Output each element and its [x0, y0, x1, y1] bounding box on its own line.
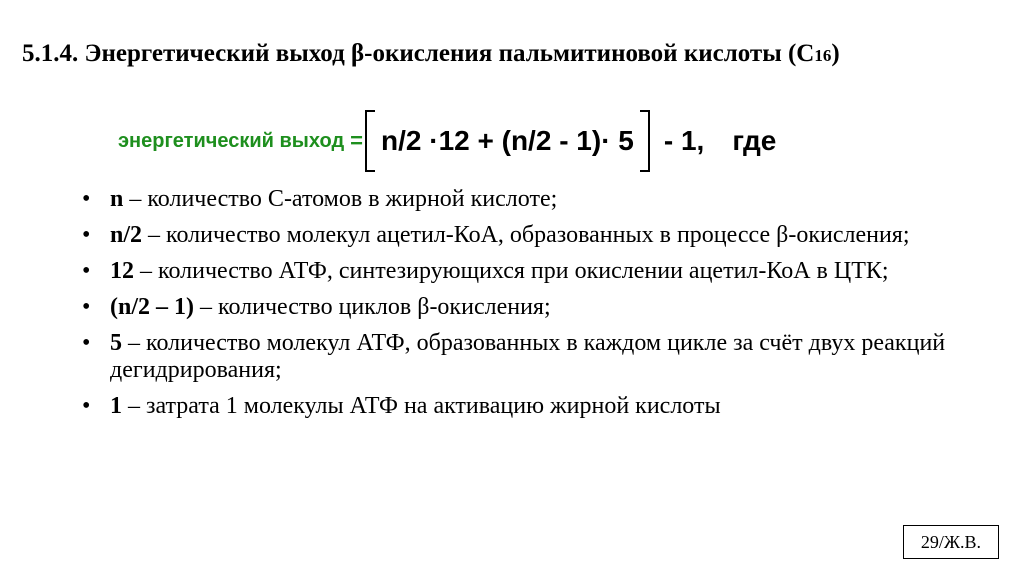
definitions-list — [82, 186, 982, 429]
definition: – количество АТФ, синтезирующихся при окислении ацетил-КоА в ЦТК; — [134, 258, 889, 284]
bullet-icon: • — [82, 258, 91, 284]
left-bracket — [365, 110, 375, 172]
bullet-icon: • — [82, 330, 91, 356]
list-item — [82, 258, 982, 285]
page-number: 29/Ж.В. — [903, 525, 999, 559]
bullet-icon: • — [82, 294, 91, 320]
bullet-icon: • — [82, 393, 91, 419]
slide-title — [22, 40, 840, 68]
definition: – количество молекул ацетил-КоА, образованных в процессе β-окисления; — [142, 222, 910, 248]
term: n/2 — [110, 222, 143, 248]
definition: – количество молекул АТФ, образованных в каждом цикле за счёт двух реакций дегидрирования; — [110, 330, 946, 383]
list-item — [82, 294, 982, 321]
list-item — [82, 393, 982, 420]
bullet-icon: • — [82, 186, 91, 212]
definition: – затрата 1 молекулы АТФ на активацию жирной кислоты — [122, 393, 721, 419]
list-item — [82, 186, 982, 213]
term: 12 — [110, 258, 134, 284]
definition: – количество циклов β-окисления; — [194, 294, 551, 320]
energy-formula — [118, 108, 776, 174]
slide-title-text: 5.1.4. Энергетический выход β-окисления пальмитиновой кислоты (С — [22, 40, 815, 67]
slide-title-subscript: 16 — [814, 46, 832, 65]
term: 5 — [110, 330, 122, 356]
bullet-icon: • — [82, 222, 91, 248]
term: n — [110, 186, 124, 212]
formula-tail: - 1, — [663, 125, 705, 156]
formula-label: энергетический выход — [118, 129, 345, 152]
formula-where: где — [732, 125, 777, 156]
list-item — [82, 222, 982, 249]
term: (n/2 – 1) — [110, 294, 194, 320]
term: 1 — [110, 393, 122, 419]
right-bracket — [640, 110, 650, 172]
formula-expression: n/2 ·12 + (n/2 - 1)· 5 — [381, 125, 634, 156]
list-item — [82, 330, 982, 384]
slide-title-close: ) — [831, 40, 840, 67]
formula-equals: = — [350, 128, 364, 153]
definition: – количество С-атомов в жирной кислоте; — [123, 186, 558, 212]
